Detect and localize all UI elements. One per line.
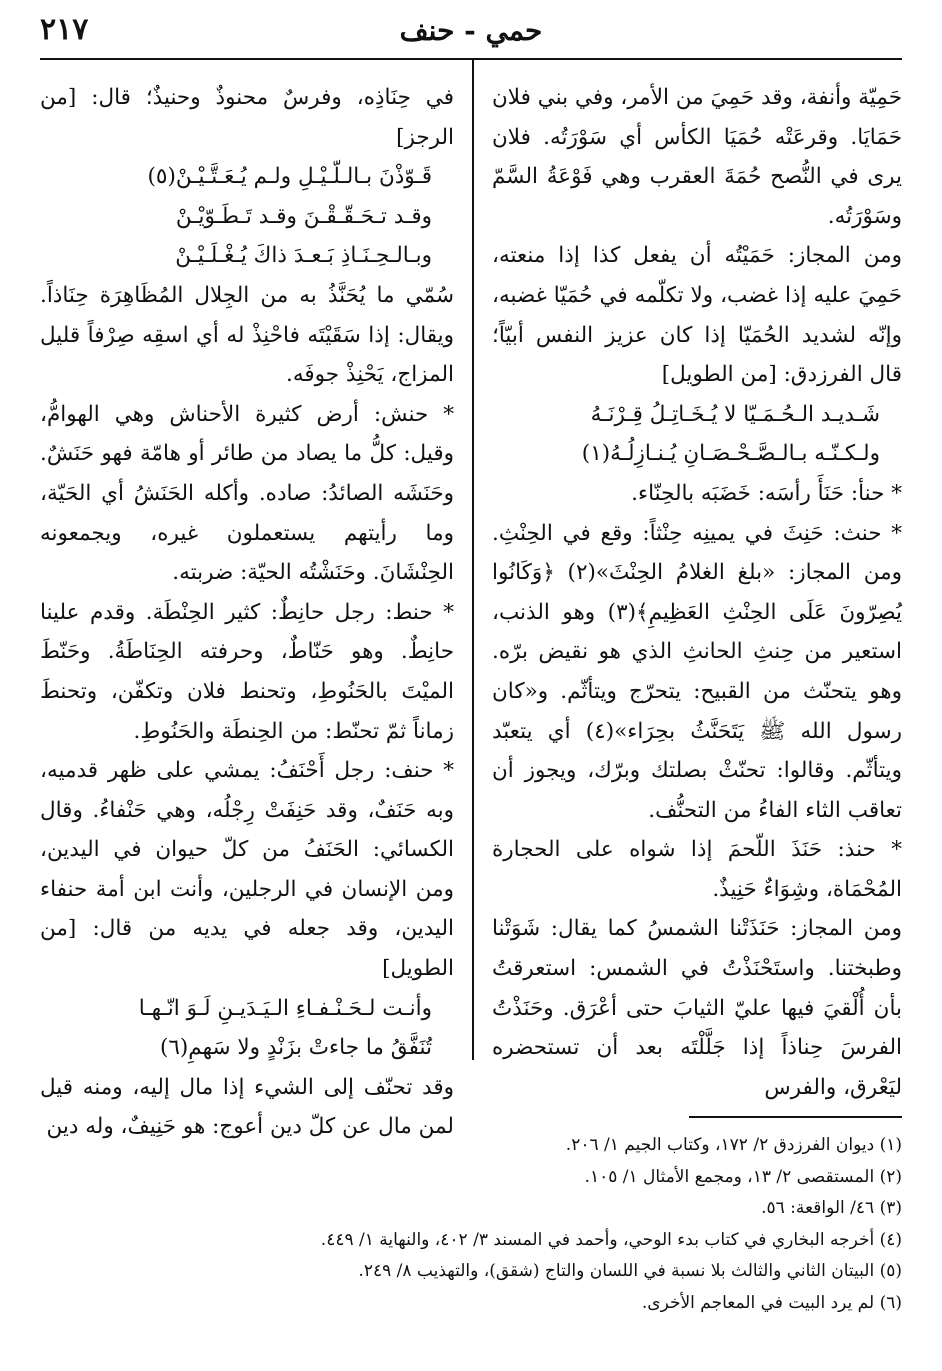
entry-paragraph: * حنث: حَنِثَ في يمينِه حِنْثاً: وقع في الحِنْثِ. ومن المجاز: «بلغ الغلامُ الحِنْثَ»(٢) ﴿وَكَانُوا يُصِرّونَ عَلَى الحِنْثِ العَظِيمِ﴾(٣) وهو الذنب، استعير من حِنثِ الحانثِ الذي هو نقيض برّه. وهو يتحنّث من القبيح: يتحرّج ويتأثّم. و«كان رسول الله ﷺ يَتَحَنَّثُ بحِرَاء»(٤) أي يتعبّد ويتأثّم. وقالوا: تحنّثْ بصلتك وبرّك، ويجوز أن تعاقب الثاء الفاءُ من التحنُّف.: [492, 520, 903, 823]
verse-line: وقـد تـحَـقّـقْـنَ وقـد تَـطَـوّيْـنْ: [175, 203, 432, 229]
right-column: [492, 78, 903, 1100]
page-number: ٢١٧: [40, 12, 89, 47]
entry-paragraph: * حنط: رجل حانِطٌ: كثير الحِنْطَة. وقدم علينا حانِطٌ. وهو حَنّاطٌ، وحرفته الحِنَاطَةُ. وحَنّطَ الميْتَ بالحَنُوطِ، وتحنط فلان وتكفّن، وتحنطَ زماناً ثمّ تحنّط: من الحِنطَة والحَنُوطِ.: [40, 599, 454, 744]
verse: [40, 157, 454, 276]
verse: [492, 395, 902, 474]
page-header: [40, 8, 902, 60]
footnote: (٥) البيتان الثاني والثالث بلا نسبة في اللسان والتاج (شقق)، والتهذيب ٨/ ٢٤٩.: [358, 1261, 902, 1281]
verse-line: وبـالـحِـنَـاذِ بَـعـدَ ذاكَ يُـغْـلَـيْـنْ: [175, 243, 432, 269]
footnote: (٣) ٤٦/ الواقعة: ٥٦.: [761, 1198, 902, 1218]
footnote: (٢) المستقصى ٢/ ١٣، ومجمع الأمثال ١/ ١٠٥.: [584, 1166, 902, 1187]
verse-line: تُنَفَّقُ ما جاءتْ بزَنْدٍ ولا سَهمِ(٦): [159, 1035, 432, 1061]
running-title: حمي - حنف: [399, 14, 543, 47]
entry-paragraph: وقد تحنّف إلى الشيء إذا مال إليه، ومنه قيل لمن مال عن كلّ دين أعوج: هو حَنِيفٌ، وله دين: [40, 1074, 454, 1140]
entry-paragraph: * حنف: رجل أَحْنَفُ: يمشي على ظهر قدميه، وبه حَنَفٌ، وقد حَنِفَتْ رِجْلُه، وهي حَنْفاءُ. وقال الكسائي: الحَنَفُ من كلّ حيوان في اليدين، ومن الإنسان في الرجلين، وأنت ابن أمة حنفاء اليدين، وقد جعله في يديه من قال: [من الطويل]: [40, 758, 454, 982]
entry-paragraph: سُمّي ما يُحَنَّذُ به من الجِلال المُظَاهِرَة حِنَاذاً. ويقال: إذا سَقَيْتَه فاحْنِذْ له أي اسقِه صِرْفاً قليل المزاج، يَحْنِذْ جوفَه.: [40, 282, 454, 388]
verse-line: ولـكـنّـه بـالـصَّـحْـصَـانِ يُـنـازِلُـهُ(١): [581, 441, 880, 467]
left-column: [40, 78, 454, 1140]
entry-paragraph: * حنش: أرض كثيرة الأحناش وهي الهوامُّ، وقيل: كلُّ ما يصاد من طائر أو هامّة فهو حَنَشٌ. وحَنَشَه الصائدُ: صاده. وأكله الحَنَشُ أي الحَيّة، وما رأيتهم يستعملون غيره، ويجمعونه الحِنْشَانَ. وحَنَشْتُه الحيّة: ضربته.: [40, 401, 454, 586]
entry-paragraph: * حنذ: حَنَذَ اللّحمَ إذا شواه على الحجارة المُحْمَاة، وشِوَاءٌ حَنِيذٌ.: [492, 837, 902, 902]
verse: [40, 989, 454, 1068]
entry-paragraph: في حِنَاذِه، وفرسٌ محنوذٌ وحنيذٌ؛ قال: [من الرجز]: [40, 85, 454, 150]
entry-paragraph: * حنأ: حَنَأَ رأسَه: خَضَبَه بالحِنّاء.: [631, 480, 902, 506]
entry-paragraph: ومن المجاز: حَنَذَتْنا الشمسُ كما يقال: شَوَتْنا وطبختنا. واستَحْنَذْتُ في الشمس: استعرقتُ بأن أُلْقيَ فيها عليّ الثيابَ حتى أعْرَق. وحَنَذْتُ الفرسَ حِناذاً إذا جَلَّلْتَه بعد أن تستحضره ليَعْرق، والفرس: [492, 916, 902, 1100]
footnote: (١) ديوان الفرزدق ٢/ ١٧٢، وكتاب الجيم ١/ ٢٠٦.: [565, 1135, 902, 1155]
verse-line: قَـوّذْنَ بـالـلّـيْـلِ ولـم يُـعَـتَّـيْـنْ(٥): [147, 164, 432, 190]
footnotes: [40, 1130, 902, 1319]
footnote: (٦) لم يرد البيت في المعاجم الأخرى.: [641, 1292, 902, 1313]
verse-line: شَـديـد الـحُـمَـيّا لا يُـخَـاتِـلُ قِـرْنَـهُ: [590, 401, 880, 427]
footnote: (٤) أخرجه البخاري في كتاب بدء الوحي، وأحمد في المسند ٣/ ٤٠٢، والنهاية ١/ ٤٤٩.: [320, 1229, 902, 1250]
entry-paragraph: حَمِيّة وأنفة، وقد حَمِيَ من الأمر، وفي بني فلان حَمَايَا. وقرعَتْه حُمَيَا الكأس أي سَوْرَتُه. فلان يرى في النُّصح حُمَةَ العقرب وهي فَوْعَةُ السَّمّ وسَوْرَتُه.: [492, 85, 902, 229]
verse-line: وأنـت لـحَـنْـفـاءِ الـيَـدَيـنِ لَـوَ انّـهـا: [138, 995, 432, 1021]
entry-paragraph: ومن المجاز: حَمَيْتُه أن يفعل كذا إذا منعته، حَمِيَ عليه إذا غضب، ولا تكلّمه في حُمَيّا غضبه، وإنّه لشديد الحُمَيّا إذا كان عزيز النفس أبيّاً؛ قال الفرزدق: [من الطويل]: [492, 243, 902, 388]
column-divider: [472, 60, 474, 1060]
footnote-divider: [689, 1116, 902, 1118]
